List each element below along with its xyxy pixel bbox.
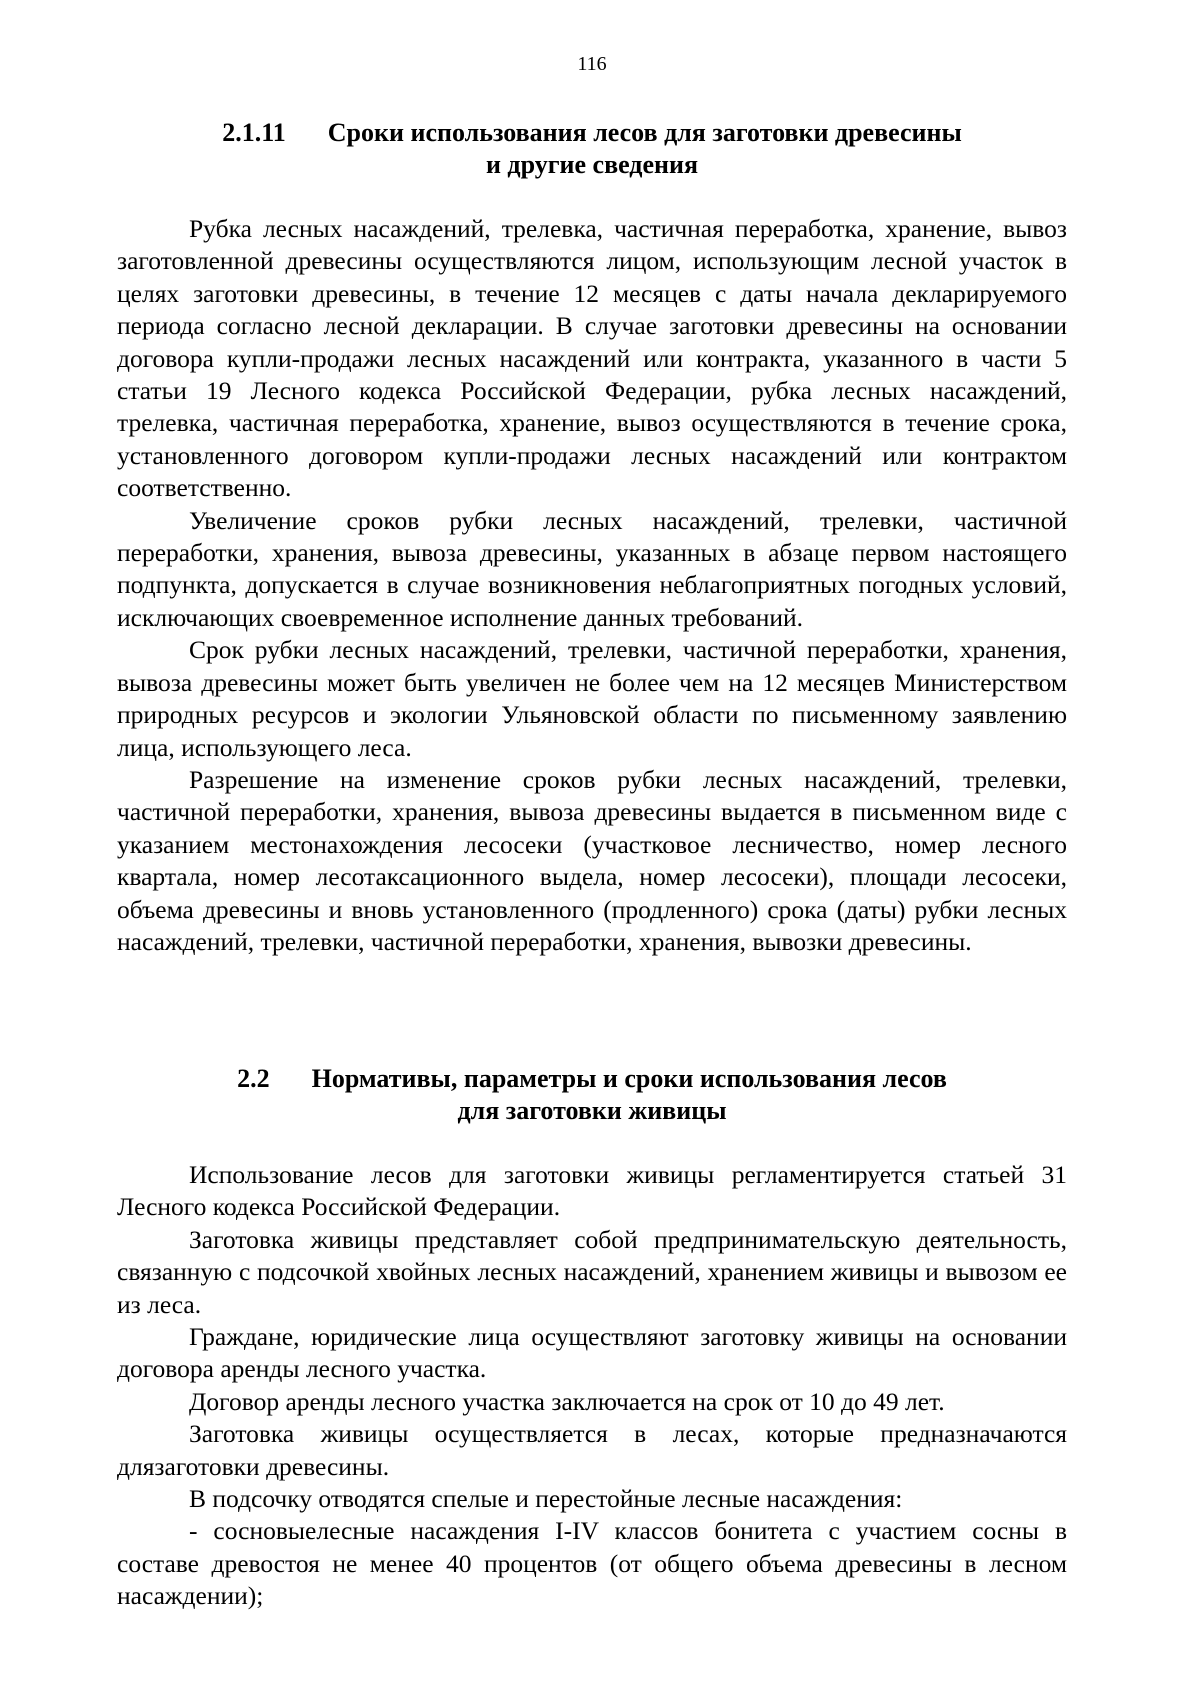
- section-heading-line1: [117, 1063, 1067, 1095]
- section-title: Сроки использования лесов для заготовки древесины: [327, 118, 962, 147]
- paragraph: Граждане, юридические лица осуществляют заготовку живицы на основании договора аренды лесного участка.: [117, 1322, 1067, 1384]
- paragraph: Использование лесов для заготовки живицы регламентируется статьей 31 Лесного кодекса Российской Федерации.: [117, 1160, 1067, 1222]
- paragraph: Заготовка живицы осуществляется в лесах, которые предназначаются длязаготовки древесины.: [117, 1419, 1067, 1481]
- section-heading-2-1-11: [117, 117, 1067, 181]
- paragraph: В подсочку отводятся спелые и перестойные лесные насаждения:: [189, 1484, 903, 1514]
- section-body-2-2: [117, 1159, 1067, 1613]
- section-body-2-1-11: [117, 213, 1067, 958]
- list-item: - сосновыелесные насаждения I-IV классов бонитета с участием сосны в составе древостоя не менее 40 процентов (от общего объема древесины в лесном насаждении);: [117, 1516, 1067, 1611]
- paragraph: Срок рубки лесных насаждений, трелевки, частичной переработки, хранения, вывоза древесины может быть увеличен не более чем на 12 месяцев Министерством природных ресурсов и экологии Ульяновской области по письменному заявлению лица, использующего леса.: [117, 635, 1067, 762]
- section-title-continuation: и другие сведения: [485, 150, 699, 179]
- section-number: 2.2: [237, 1064, 270, 1093]
- paragraph: Увеличение сроков рубки лесных насаждений, трелевки, частичной переработки, хранения, вывоза древесины, указанных в абзаце первом настоящего подпункта, допускается в случае возникновения неблагоприятных погодных условий, исключающих своевременное исполнение данных требований.: [117, 505, 1067, 632]
- section-number: 2.1.11: [222, 118, 286, 147]
- section-heading-2-2: [117, 1063, 1067, 1127]
- section-title: Нормативы, параметры и сроки использования лесов: [311, 1064, 947, 1093]
- page-number: 116: [577, 53, 607, 75]
- paragraph: Разрешение на изменение сроков рубки лесных насаждений, трелевки, частичной переработки, хранения, вывоза древесины выдается в письменном виде с указанием местонахождения лесосеки (участковое лесничество, номер лесного квартала, номер лесотаксационного выдела, номер лесосеки), площади лесосеки, объема древесины и вновь установленного (продленного) срока (даты) рубки лесных насаждений, трелевки, частичной переработки, хранения, вывозки древесины.: [117, 764, 1067, 956]
- section-heading-line1: [117, 117, 1067, 149]
- paragraph: Заготовка живицы представляет собой предпринимательскую деятельность, связанную с подсочкой хвойных лесных насаждений, хранением живицы и вывозом ее из леса.: [117, 1224, 1067, 1319]
- paragraph: Договор аренды лесного участка заключается на срок от 10 до 49 лет.: [189, 1386, 945, 1416]
- section-title-continuation: для заготовки живицы: [457, 1096, 727, 1125]
- paragraph: Рубка лесных насаждений, трелевка, частичная переработка, хранение, вывоз заготовленной древесины осуществляются лицом, использующим лесной участок в целях заготовки древесины, в течение 12 месяцев с даты начала декларируемого периода согласно лесной декларации. В случае заготовки древесины на основании договора купли-продажи лесных насаждений или контракта, указанного в части 5 статьи 19 Лесного кодекса Российской Федерации, рубка лесных насаждений, трелевка, частичная переработка, хранение, вывоз осуществляются в течение срока, установленного договором купли-продажи лесных насаждений или контрактом соответственно.: [117, 214, 1067, 503]
